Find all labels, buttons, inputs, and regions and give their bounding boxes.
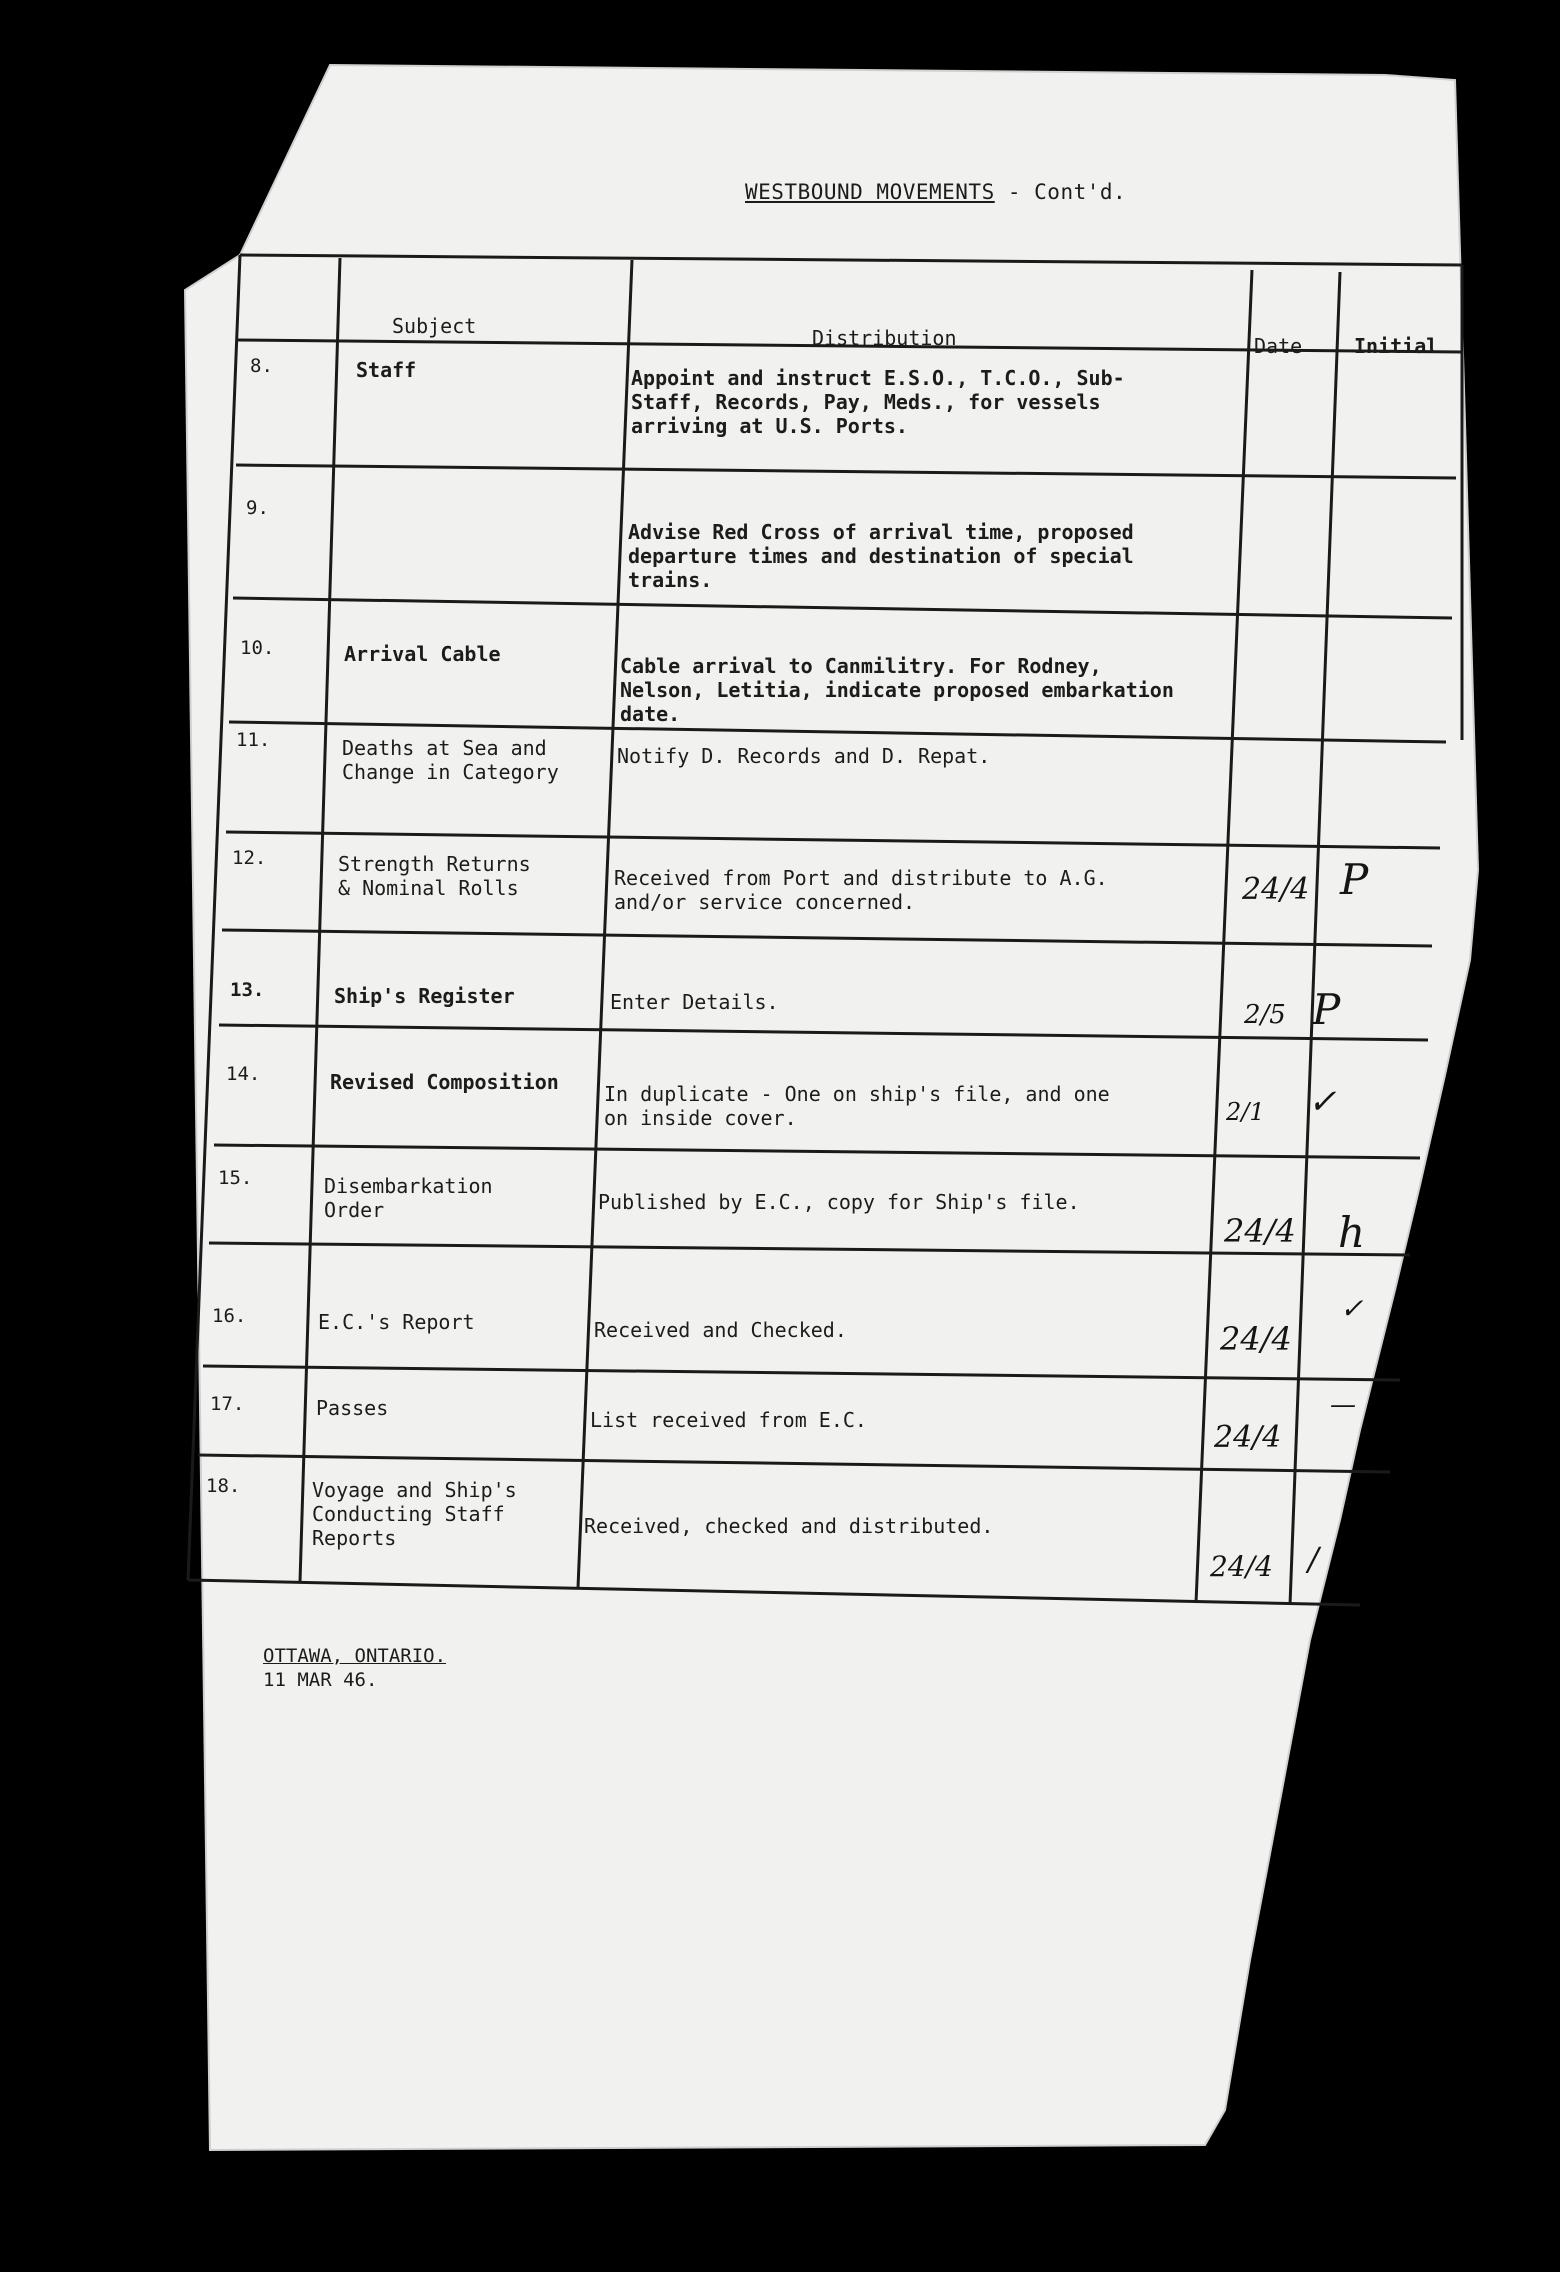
header-date: Date xyxy=(1254,334,1303,358)
row-initial: — xyxy=(1330,1390,1356,1420)
row-date: 24/4 xyxy=(1214,1420,1282,1455)
row-number: 18. xyxy=(206,1475,241,1497)
row-date: 24/4 xyxy=(1242,872,1310,907)
document-footer xyxy=(263,1644,446,1692)
row-distribution: Notify D. Records and D. Repat. xyxy=(617,744,991,768)
row-subject: Ship's Register xyxy=(334,984,515,1008)
row-initial: P xyxy=(1340,855,1369,904)
row-subject: Arrival Cable xyxy=(344,642,501,666)
row-number: 17. xyxy=(210,1393,245,1415)
row-initial: ✓ xyxy=(1308,1082,1337,1122)
row-distribution: In duplicate - One on ship's file, and one on inside cover. xyxy=(604,1082,1110,1130)
row-distribution: Published by E.C., copy for Ship's file. xyxy=(598,1190,1080,1214)
row-distribution: Appoint and instruct E.S.O., T.C.O., Sub- Staff, Records, Pay, Meds., for vessels arriving at U.S. Ports. xyxy=(631,366,1125,438)
row-distribution: Advise Red Cross of arrival time, proposed departure times and destination of special trains. xyxy=(628,520,1134,592)
row-distribution: Received from Port and distribute to A.G. and/or service concerned. xyxy=(614,866,1108,914)
row-subject: Staff xyxy=(356,358,417,382)
row-number: 15. xyxy=(218,1167,253,1189)
row-date: 24/4 xyxy=(1224,1212,1296,1250)
row-date: 2/5 xyxy=(1244,1000,1286,1030)
row-date: 24/4 xyxy=(1220,1320,1292,1358)
heading-title: WESTBOUND MOVEMENTS xyxy=(745,180,995,204)
row-number: 9. xyxy=(246,497,269,519)
header-subject: Subject xyxy=(392,314,477,338)
row-distribution: Received and Checked. xyxy=(594,1318,847,1342)
row-subject: Revised Composition xyxy=(330,1070,559,1094)
row-initial: / xyxy=(1308,1540,1319,1578)
row-date: 24/4 xyxy=(1210,1550,1273,1583)
row-distribution: Enter Details. xyxy=(610,990,779,1014)
row-subject: Passes xyxy=(316,1396,389,1420)
row-number: 8. xyxy=(250,355,273,377)
row-distribution: List received from E.C. xyxy=(590,1408,867,1432)
row-subject: Strength Returns & Nominal Rolls xyxy=(338,852,531,900)
row-subject: Deaths at Sea and Change in Category xyxy=(342,736,559,784)
row-number: 12. xyxy=(232,847,267,869)
row-initial: P xyxy=(1312,985,1341,1034)
heading-suffix: - Cont'd. xyxy=(1007,180,1127,204)
row-initial: h xyxy=(1338,1208,1366,1257)
row-date: 2/1 xyxy=(1226,1098,1265,1126)
row-distribution: Received, checked and distributed. xyxy=(584,1514,994,1538)
row-distribution: Cable arrival to Canmilitry. For Rodney, Nelson, Letitia, indicate proposed embarkation date. xyxy=(620,654,1174,726)
header-initial: Initial xyxy=(1354,334,1439,358)
row-subject: E.C.'s Report xyxy=(318,1310,475,1334)
row-number: 11. xyxy=(236,729,271,751)
row-number: 10. xyxy=(240,637,275,659)
footer-date: 11 MAR 46. xyxy=(263,1669,378,1691)
row-number: 16. xyxy=(212,1305,247,1327)
row-subject: Disembarkation Order xyxy=(324,1174,493,1222)
row-number: 14. xyxy=(226,1063,261,1085)
row-initial: ✓ xyxy=(1340,1292,1364,1325)
row-number: 13. xyxy=(230,979,265,1001)
footer-place: OTTAWA, ONTARIO. xyxy=(263,1645,447,1667)
header-distribution: Distribution xyxy=(812,326,957,350)
row-subject: Voyage and Ship's Conducting Staff Reports xyxy=(312,1478,517,1550)
